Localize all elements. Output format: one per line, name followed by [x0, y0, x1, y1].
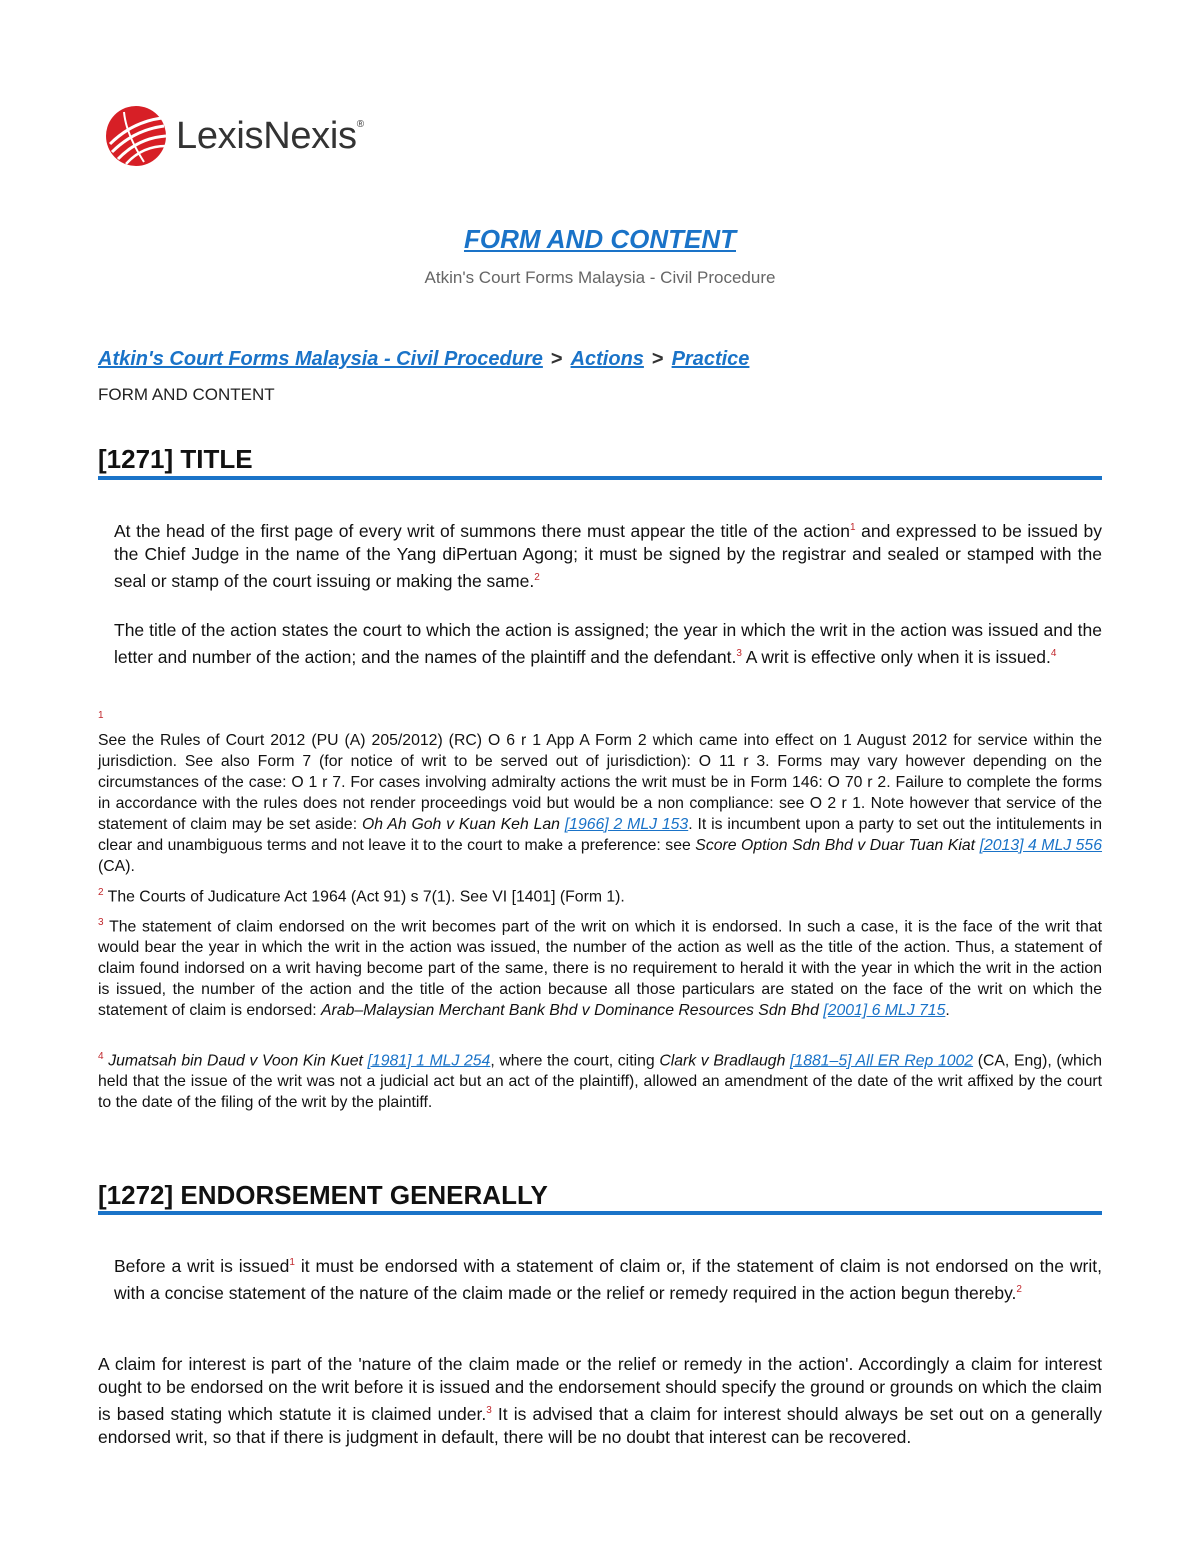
paragraph-text: The title of the action states the court to which the action is assigned; the year in which the writ in the action was issued and the letter and number of the action; and the names of the plaintiff and the defendant.	[114, 620, 1102, 667]
case-name: Oh Ah Goh v Kuan Keh Lan	[361, 816, 560, 833]
footnote-ref[interactable]: 3	[736, 648, 742, 659]
footnote-ref[interactable]: 4	[1050, 648, 1057, 659]
footnote-text: The statement of claim endorsed on the writ becomes part of the writ on which it is endorsed. In such a case, it is the face of the writ that would bear the year in which the writ in the action was issued, the number of the action as well as the title of the action. Thus, a statement of claim found indorsed on a writ having become part of the same, there is no requirement to herald it with the year in which the writ in the action is issued, the number of the action and the title of the action because all those particulars are stated on the face of the writ on which the statement of claim is endorsed:	[98, 918, 1102, 1020]
footnote-text: (CA, Eng), (which held that the issue of the writ was not a judicial act but an act of the plaintiff), allowed an amendment of the date of the writ affixed by the court to the date of the filing of the writ by the plaintiff.	[98, 1052, 1103, 1112]
section-1272-paragraph-1	[114, 1251, 1102, 1305]
section-heading-1272	[98, 1180, 1102, 1211]
page-subtitle: Atkin's Court Forms Malaysia - Civil Procedure	[424, 268, 776, 287]
footnote-3	[98, 912, 1102, 1021]
footnote-text: The Courts of Judicature Act 1964 (Act 91) s 7(1). See VI [1401] (Form 1).	[107, 888, 625, 906]
paragraph-text: A claim for interest is part of the 'nature of the claim made or the relief or remedy in the action'. Accordingly a claim for interest ought to be endorsed on the writ before it is issued and the endorsement should specify the ground or grounds on which the claim is based stating which statute it is claimed under.	[98, 1354, 1102, 1424]
heading-rule	[98, 1211, 1102, 1215]
citation-link[interactable]: [1981] 1 MLJ 254	[367, 1052, 491, 1070]
section-1271-paragraph-2	[114, 619, 1102, 669]
breadcrumb-link-actions[interactable]: Actions	[570, 348, 644, 370]
citation-link[interactable]: [1881–5] All ER Rep 1002	[790, 1052, 974, 1070]
footnote-4	[98, 1046, 1102, 1113]
footnote-ref[interactable]: 2	[534, 571, 540, 583]
breadcrumb-separator: >	[550, 348, 563, 370]
section-heading-text: [1271] TITLE	[98, 444, 253, 474]
footnote-text: . It is incumbent upon a party to set out the intitulements in clear and unambiguous terms and not leave it to the court to make a preference: see	[98, 816, 1102, 854]
lexisnexis-globe-icon	[104, 104, 168, 168]
breadcrumb	[98, 348, 749, 371]
paragraph-text: A writ is effective only when it is issued.	[741, 646, 1051, 667]
paragraph-text: and expressed to be issued by the Chief Judge in the name of the Yang diPertuan Agong; it must be signed by the registrar and sealed or stamped with the seal or stamp of the court issuing or making the same.	[114, 520, 1102, 591]
case-name: Jumatsah bin Daud v Voon Kin Kuet	[108, 1052, 363, 1070]
footnote-2	[98, 882, 1102, 907]
footnote-text: .	[945, 1002, 950, 1020]
paragraph-text: it must be endorsed with a statement of claim or, if the statement of claim is not endorsed on the writ, with a concise statement of the nature of the claim made or the relief or remedy required in the action begun thereby.	[114, 1255, 1102, 1303]
paragraph-text: Before a writ is issued	[114, 1255, 290, 1276]
breadcrumb-separator: >	[651, 348, 664, 370]
citation-link[interactable]: [1966] 2 MLJ 153	[564, 816, 689, 833]
case-name: Clark v Bradlaugh	[659, 1052, 786, 1070]
footnote-1	[98, 730, 1102, 877]
footnote-ref[interactable]: 3	[486, 1405, 492, 1416]
section-1272-paragraph-2	[98, 1353, 1102, 1449]
footnote-text: , where the court, citing	[490, 1052, 660, 1070]
breadcrumb-current: FORM AND CONTENT	[98, 385, 275, 404]
footnote-marker: 3	[98, 917, 104, 928]
footnote-ref[interactable]: 1	[850, 522, 856, 533]
heading-rule	[98, 476, 1102, 480]
footnote-marker: 4	[98, 1051, 104, 1062]
footnote-text: (CA).	[98, 858, 135, 875]
lexisnexis-logo	[104, 104, 394, 168]
footnote-text: See the Rules of Court 2012 (PU (A) 205/2012) (RC) O 6 r 1 App A Form 2 which came into effect on 1 August 2012 for service within the jurisdiction. See also Form 7 (for notice of writ to be served out of jurisdiction): O 11 r 3. Forms may vary however depending on the circumstances of the case: O 1 r 7. For cases involving admiralty actions the writ must be in Form 146: O 70 r 2. Failure to complete the forms in accordance with the rules does not render proceedings void but would be a non compliance: see O 2 r 1. Note however that service of the statement of claim may be set aside:	[98, 732, 1102, 833]
paragraph-text: It is advised that a claim for interest should always be set out on a generally endorsed writ, so that if there is judgment in default, there will be no doubt that interest can be recovered.	[98, 1403, 1102, 1447]
breadcrumb-link-practice[interactable]: Practice	[671, 348, 750, 370]
citation-link[interactable]: [2001] 6 MLJ 715	[823, 1002, 946, 1020]
case-name: Arab–Malaysian Merchant Bank Bhd v Dominance Resources Sdn Bhd	[321, 1002, 819, 1020]
footnote-ref[interactable]: 2	[1016, 1283, 1022, 1295]
citation-link[interactable]: [2013] 4 MLJ 556	[979, 837, 1103, 854]
footnote-ref[interactable]: 1	[289, 1257, 295, 1268]
footnote-marker: 2	[98, 887, 104, 898]
section-1271-paragraph-1	[114, 516, 1102, 593]
case-name: Score Option Sdn Bhd v Duar Tuan Kiat	[695, 837, 976, 854]
breadcrumb-link-atkins[interactable]: Atkin's Court Forms Malaysia - Civil Procedure	[98, 348, 543, 370]
section-heading-text: [1272] ENDORSEMENT GENERALLY	[98, 1180, 548, 1210]
logo-wordmark: LexisNexis®	[176, 114, 364, 157]
footnote-1-marker: 1	[98, 710, 104, 721]
section-heading-1271	[98, 444, 1102, 475]
page-title[interactable]: FORM AND CONTENT	[463, 224, 736, 254]
paragraph-text: At the head of the first page of every writ of summons there must appear the title of the action	[114, 520, 850, 541]
